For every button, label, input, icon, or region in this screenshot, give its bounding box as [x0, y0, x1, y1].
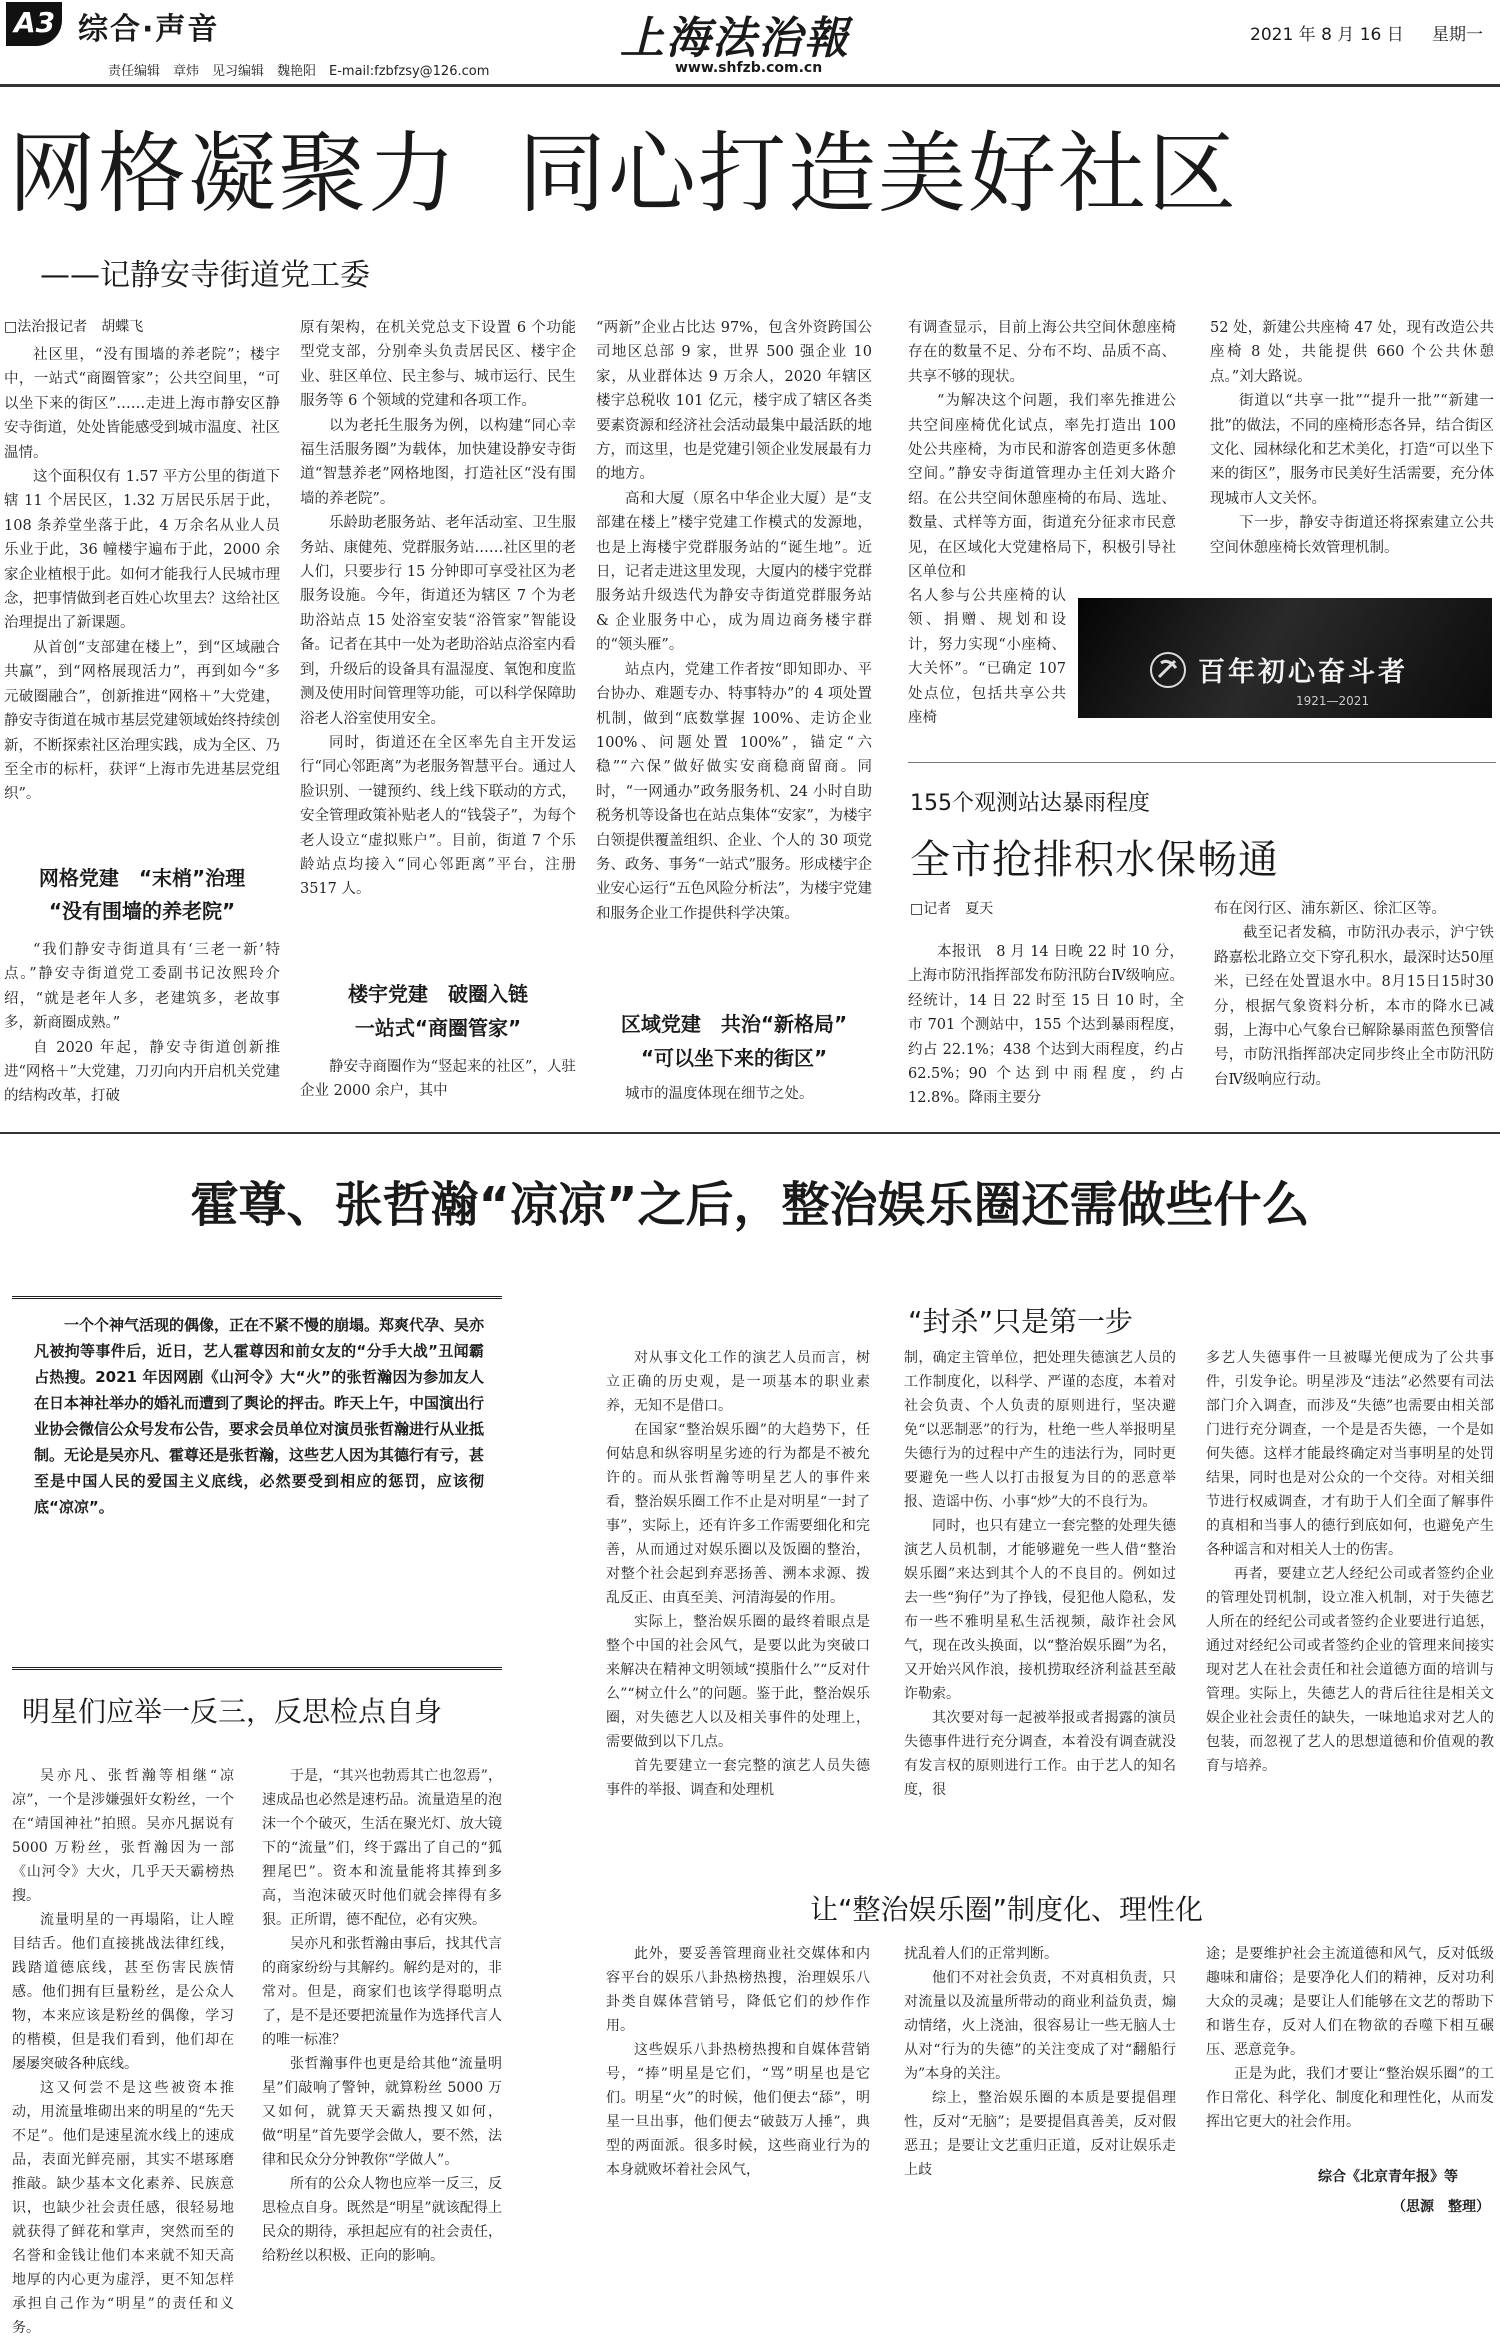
centenary-banner — [1078, 598, 1492, 718]
paragraph: 自 2020 年起，静安寺街道创新推进“网格＋”大党建，刀刃向内开启机关党建的结构改革，打破 — [4, 1039, 280, 1105]
story3-headline: 霍尊、张哲瀚“凉凉”之后，整治娱乐圈还需做些什么 — [190, 1177, 1310, 1233]
story3-column-3 — [606, 1346, 870, 1866]
paragraph: 途；是要维护社会主流道德和风气，反对低级趣味和庸俗；是要净化人们的精神，反对功利大众的灵魂；是要让人们能够在文艺的帮助下和谐生存，反对人们在物欲的吞噬下相互碾压、恶意竞争。 — [1206, 1946, 1494, 2058]
banner-years: 1921—2021 — [1296, 694, 1370, 708]
paragraph: 有调查显示，目前上海公共空间休憩座椅存在的数量不足、分布不均、品质不高、共享不够的现状。 — [908, 320, 1176, 385]
story1-section1-title: 网格党建 “末梢”治理 — [38, 866, 246, 890]
issue-date: 2021 年 8 月 16 日 — [1250, 25, 1404, 45]
story1-column-1b — [4, 938, 280, 1110]
story1-section1-subtitle: “没有围墙的养老院” — [48, 899, 236, 923]
story1-subheadline: ——记静安寺街道党工委 — [40, 258, 370, 293]
paragraph: 正是为此，我们才要让“整治娱乐圈”的工作日常化、科学化、制度化和理性化，从而发挥出它更大的社会作用。 — [1206, 2066, 1494, 2130]
story3-subhead-2: “封杀”只是第一步 — [908, 1305, 1134, 1338]
paragraph: 布在闵行区、浦东新区、徐汇区等。 — [1214, 901, 1446, 917]
paragraph: 这些娱乐八卦热榜热搜和自媒体营销号，“捧”明星是它们，“骂”明星也是它们。明星“火”的时候，他们便去“舔”，明星一旦出事，他们便去“破鼓万人捶”，典型的两面派。很多时候，这些商业行为的本身就败坏着社会风气， — [606, 2042, 870, 2178]
story3-lead: 一个个神气活现的偶像，正在不紧不慢的崩塌。郑爽代孕、吴亦凡被拘等事件后，近日，艺人霍尊因和前女友的“分手大战”丑闻霸占热搜。2021 年因网剧《山河令》大“火”的张哲瀚因为参加友人在日本神社举办的婚礼而遭到了舆论的抨击。昨天上午，中国演出行业协会微信公众号发布公告，要求会员单位对演员张哲瀚进行从业抵制。无论是吴亦凡、霍尊还是张哲瀚，这些艺人因为其德行有亏，甚至是中国人民的爱国主义底线，必然要受到相应的惩罚，应该彻底“凉凉”。 — [34, 1316, 485, 1516]
paragraph: 城市的温度体现在细节之处。 — [625, 1086, 814, 1102]
section-title: 综合·声音 — [78, 12, 220, 47]
editor-line: 责任编辑 章炜 见习编辑 魏艳阳 E-mail:fzbfzsy@126.com — [108, 64, 490, 79]
story3-column-6 — [606, 1942, 870, 2224]
story1-byline: □法治报记者 胡蝶飞 — [4, 319, 144, 335]
story2-top-rule — [908, 762, 1496, 763]
paragraph: 本报讯 8 月 14 日晚 22 时 10 分，上海市防汛指挥部发布防汛防台Ⅳ级响应。经统计，14 日 22 时至 15 日 10 时，全市 701 个测站中，155 个达到暴雨程度，约占 22.1%；438 个达到大雨程度，约占 62.5%；90 个达到中雨程度，约占 12.8%。降雨主要分 — [908, 944, 1184, 1107]
paragraph: 首先要建立一套完整的演艺人员失德事件的举报、调查和处理机 — [606, 1758, 870, 1798]
paragraph: 流量明星的一再塌陷，让人瞠目结舌。他们直接挑战法律红线，践踏道德底线，甚至伤害民族情感。他们拥有巨量粉丝，是公众人物，本来应该是粉丝的偶像，学习的楷模，但是我们看到，他们却在屡屡突破各种底线。 — [12, 1912, 234, 2072]
story1-column-3b — [596, 1082, 872, 1110]
page-number: A3 — [14, 6, 56, 39]
paragraph: 张哲瀚事件也更是给其他“流量明星”们敲响了警钟，就算粉丝 5000 万又如何，就算天天霸热搜又如何，做“明星”首先要学会做人，要不然，法律和民众分分钟教你“学做人”。 — [262, 2056, 502, 2168]
masthead: 上海法治報 — [620, 13, 850, 64]
story3-column-4 — [904, 1346, 1176, 1866]
story2-column-2 — [1214, 897, 1494, 1110]
paragraph: 实际上，整治娱乐圈的最终着眼点是整个中国的社会风气，是要以此为突破口来解决在精神文明领域“摸脂什么”“反对什么”“树立什么”的问题。鉴于此，整治娱乐圈，对失德艺人以及相关事件的处理上，需要做到以下几点。 — [606, 1614, 870, 1750]
story3-column-7 — [904, 1942, 1176, 2224]
banner-title: 百年初心奋斗者 — [1198, 657, 1408, 688]
story3-column-8 — [1206, 1942, 1494, 2154]
paragraph: 吴亦凡和张哲瀚由事后，找其代言的商家纷纷与其解约。解约是对的，非常对。但是，商家们也该学得聪明点了，是不是还要把流量作为选择代言人的唯一标准？ — [262, 1936, 502, 2048]
story1-section2-title: 楼宇党建 破圈入链 — [348, 982, 528, 1006]
paragraph: 以为老托生服务为例，以构建“同心幸福生活服务圈”为载体，加快建设静安寺街道“智慧养老”网格地图，打造社区“没有围墙的养老院”。 — [300, 417, 576, 507]
story1-column-2 — [300, 316, 576, 966]
paragraph: 站点内，党建工作者按“即知即办、平台协办、难题专办、特事特办”的 4 项处置机制，做到“底数掌握 100%、走访企业 100%、问题处置 100%”，锚定“六稳”“六保”做好做实安商稳商留商。同时，“一网通办”政务服务机、24 小时自助税务机等设备也在站点集体“安家”，为楼宇白领提供覆盖组织、企业、个人的 30 项党务、政务、事务“一站式”服务。形成楼宇企业安心运行“五色风险分析法”，为楼宇党建和服务企业工作提供科学决策。 — [596, 661, 872, 922]
issue-weekday: 星期一 — [1432, 25, 1483, 45]
story2-headline: 全市抢排积水保畅通 — [910, 837, 1279, 883]
story1-section2-subtitle: 一站式“商圈管家” — [354, 1016, 522, 1040]
paragraph: 同时，也只有建立一套完整的处理失德演艺人员机制，才能够避免一些人借“整治娱乐圈”来达到其个人的不良目的。例如过去一些“狗仔”为了挣钱，侵犯他人隐私，发布一些不雅明星私生活视频，敲诈社会风气，现在改头换面，以“整治娱乐圈”为名，又开始兴风作浪，接机捞取经济利益甚至敲诈勒索。 — [904, 1518, 1176, 1702]
paragraph: “为解决这个问题，我们率先推进公共空间座椅优化试点，率先打造出 100 处公共座椅，为市民和游客创造更多休憩空间。”静安寺街道管理办主任刘大路介绍。在公共空间休憩座椅的布局、选址、数量、式样等方面，街道充分征求市民意见，在区域化大党建格局下，积极引导社区单位和 — [908, 393, 1176, 581]
story1-column-4-wrap — [908, 584, 1066, 734]
story1-headline: 网格凝聚力 同心打造美好社区 — [8, 122, 1238, 225]
paragraph: 从首创“支部建在楼上”，到“区域融合共赢”，到“网格展现活力”，再到如今“多元破圈融合”，创新推进“网格＋”大党建，静安寺街道在城市基层党建领域始终持续创新，不断探索社区治理实践，成为全区、乃至全市的标杆，获评“上海市先进基层党组织”。 — [4, 639, 280, 803]
website: www.shfzb.com.cn — [675, 60, 823, 76]
story1-column-4 — [908, 316, 1176, 586]
story1-column-1 — [4, 343, 280, 854]
paragraph: 吴亦凡、张哲瀚等相继“凉凉”，一个是涉嫌强奸女粉丝，一个在“靖国神社”拍照。吴亦凡据说有 5000 万粉丝，张哲瀚因为一部《山河令》大火，几乎天天霸榜热搜。 — [12, 1768, 234, 1904]
paragraph: 制，确定主管单位，把处理失德演艺人员的工作制度化，以科学、严谨的态度，本着对社会负责、个人负责的原则进行，坚决避免“以恶制恶”的行为，杜绝一些人举报明星失德行为的过程中产生的违法行为，同时更要避免一些人以打击报复为目的的恶意举报、造谣中伤、小事“炒”大的不良行为。 — [904, 1350, 1176, 1510]
paragraph: 社区里，“没有围墙的养老院”；楼宇中，一站式“商圈管家”；公共空间里，“可以坐下来的街区”……走进上海市静安区静安寺街道，处处皆能感受到城市温度、社区温情。 — [4, 347, 280, 461]
paragraph: 同时，街道还在全区率先自主开发运行“同心邻距离”为老服务智慧平台。通过人脸识别、一键预约、线上线下联动的方式，安全管理政策补贴老人的“钱袋子”，为每个老人设立“虚拟账户”。目前，街道 7 个乐龄站点均接入“同心邻距离”平台，注册 3517 人。 — [300, 734, 576, 898]
story1-column-5 — [1210, 316, 1494, 586]
paragraph: “两新”企业占比达 97%，包含外资跨国公司地区总部 9 家，世界 500 强企业 10 家，从业群体达 9 万余人，2020 年辖区楼宇总税收 101 亿元，楼宇成了辖区各类要素资源和经济社会活动最集中最活跃的地方，而这里，也是党建引领企业发展最有力的地方。 — [596, 320, 872, 483]
paragraph: 截至记者发稿，市防汛办表示，沪宁铁路嘉松北路立交下穿孔积水，最深时达50厘米，已经在处置退水中。8月15日15时30分，根据气象资料分析，本市的降水已减弱，上海中心气象台已解除暴雨蓝色预警信号，市防汛指挥部决定同步终止全市防汛防台Ⅳ级响应行动。 — [1214, 925, 1494, 1088]
story2-kicker: 155个观测站达暴雨程度 — [910, 791, 1150, 816]
story2-column-1 — [908, 940, 1184, 1110]
paragraph: 原有架构，在机关党总支下设置 6 个功能型党支部，分别牵头负责居民区、楼宇企业、驻区单位、民主参与、城市运行、民生服务等 6 个领域的党建和各项工作。 — [300, 320, 576, 410]
paragraph: 街道以“共享一批”“提升一批”“新建一批”的做法，不同的座椅形态各异，结合街区文化、园林绿化和艺术美化，打造“可以坐下来的街区”，服务市民美好生活需要，充分体现城市人文关怀。 — [1210, 393, 1494, 507]
story3-column-2 — [262, 1764, 502, 2264]
story3-subhead-1: 明星们应举一反三，反思检点自身 — [22, 1695, 443, 1728]
paragraph: 对从事文化工作的演艺人员而言，树立正确的历史观，是一项基本的职业素养，无知不是借口。 — [606, 1350, 870, 1414]
story3-subhead-3: 让“整治娱乐圈”制度化、理性化 — [810, 1893, 1204, 1926]
paragraph: 此外，要妥善管理商业社交媒体和内容平台的娱乐八卦热榜热搜，治理娱乐八卦类自媒体营销号，降低它们的炒作作用。 — [606, 1946, 870, 2034]
story3-compiler: （思源 整理） — [1392, 2199, 1490, 2215]
story2-byline: □记者 夏天 — [910, 901, 994, 917]
paragraph: “我们静安寺街道具有‘三老一新’特点。”静安寺街道党工委副书记汝熙玲介绍，“就是老年人多，老建筑多，老故事多，新商圈成熟。” — [4, 942, 280, 1032]
paragraph: 多艺人失德事件一旦被曝光便成为了公共事件，引发争论。明星涉及“违法”必然要有司法部门介入调查，而涉及“失德”也需要由相关部门进行充分调查，一个是是否失德，一个是如何失德。这样才能最终确定对当事明星的处罚结果，同时也是对公众的一个交待。对相关细节进行权威调查，才有助于人们全面了解事件的真相和当事人的德行到底如何，也避免产生各种谣言和对相关人士的伤害。 — [1206, 1350, 1494, 1558]
story1-section3-subtitle: “可以坐下来的街区” — [640, 1046, 828, 1070]
party-emblem-icon — [1148, 650, 1188, 690]
story1-column-2b — [300, 1055, 576, 1110]
paragraph: 于是，“其兴也勃焉其亡也忽焉”，速成品也必然是速朽品。流量造星的泡沫一个个破灭，生活在聚光灯、放大镜下的“流量”们，终于露出了自己的“狐狸尾巴”。资本和流量能将其捧到多高，当泡沫破灭时他们就会摔得有多狠。正所谓，德不配位，必有灾殃。 — [262, 1768, 502, 1928]
paragraph: 在国家“整治娱乐圈”的大趋势下，任何姑息和纵容明星劣迹的行为都是不被允许的。而从张哲瀚等明星艺人的事件来看，整治娱乐圈工作不止是对明星“一封了事”，实际上，还有许多工作需要细化和完善，从而通过对娱乐圈以及饭圈的整治，对整个社会起到弃恶扬善、溯本求源、拨乱反正、由真至美、河清海晏的作用。 — [606, 1422, 870, 1606]
story3-column-5 — [1206, 1346, 1494, 1866]
paragraph: 综上，整治娱乐圈的本质是要提倡理性，反对“无脑”；是要提倡真善美，反对假恶丑；是要让文艺重归正道，反对让娱乐走上歧 — [904, 2090, 1176, 2178]
paragraph: 其次要对每一起被举报或者揭露的演员失德事件进行充分调查，本着没有调查就没有发言权的原则进行工作。由于艺人的知名度，很 — [904, 1710, 1176, 1798]
story1-column-3 — [596, 316, 872, 996]
paragraph: 乐龄助老服务站、老年活动室、卫生服务站、康健苑、党群服务站……社区里的老人们，只要步行 15 分钟即可享受社区为老服务设施。今年，街道还为辖区 7 个为老助浴站点 15 处浴室安装“浴管家”智能设备。记者在其中一处为老助浴站点浴室内看到，升级后的设备具有温湿度、氧饱和度监测及使用时间管理等功能，可以科学保障助浴老人浴室使用安全。 — [300, 515, 576, 727]
page-divider — [0, 1132, 1500, 1134]
paragraph: 扰乱着人们的正常判断。 — [904, 1946, 1058, 1962]
story3-source: 综合《北京青年报》等 — [1318, 2169, 1458, 2185]
paragraph: 这又何尝不是这些被资本推动，用流量堆砌出来的明星的“先天不足”。他们是速星流水线上的速成品，表面光鲜亮丽，其实不堪琢磨推敲。缺少基本文化素养、民族意识，也缺少社会责任感，很轻易地就获得了鲜花和掌声，突然而至的名誉和金钱让他们本来就不知天高地厚的内心更为虚浮，更不知怎样承担自己作为“明星”的责任和义务。 — [12, 2080, 234, 2336]
paragraph: 名人参与公共座椅的认领、捐赠、规划和设计，努力实现“小座椅、大关怀”。“已确定 107 处点位，包括共享公共座椅 — [908, 588, 1066, 727]
paragraph: 再者，要建立艺人经纪公司或者签约企业的管理处罚机制，设立准入机制，对于失德艺人所在的经纪公司或者签约企业要进行追惩，通过对经纪公司或者签约企业的管理来间接实现对艺人在社会责任和社会道德方面的培训与管理。实际上，失德艺人的背后往往是相关文娱企业社会责任的缺失，一味地追求对艺人的包装，而忽视了艺人的思想道德和价值观的教育与培养。 — [1206, 1566, 1494, 1774]
paragraph: 下一步，静安寺街道还将探索建立公共空间休憩座椅长效管理机制。 — [1210, 515, 1494, 556]
paragraph: 高和大厦（原名中华企业大厦）是“支部建在楼上”楼宇党建工作模式的发源地，也是上海楼宇党群服务站的“诞生地”。近日，记者走进这里发现，大厦内的楼宇党群服务站升级迭代为静安寺街道党群服务站 & 企业服务中心，成为周边商务楼宇群的“领头雁”。 — [596, 490, 872, 654]
paragraph: 这个面积仅有 1.57 平方公里的街道下辖 11 个居民区，1.32 万居民乐居于此，108 条养堂坐落于此，4 万余名从业人员乐业于此，36 幢楼宇遍布于此，2000 余家企业植根于此。如何才能我行人民城市理念，把事情做到老百姓心坎里去？这给社区治理提出了新课题。 — [4, 469, 280, 632]
story3-column-1 — [12, 1764, 234, 2336]
paragraph: 所有的公众人物也应举一反三，反思检点自身。既然是“明星”就该配得上民众的期待，承担起应有的社会责任，给粉丝以积极、正向的影响。 — [262, 2176, 502, 2264]
header-rule — [0, 84, 1500, 87]
paragraph: 52 处，新建公共座椅 47 处，现有改造公共座椅 8 处，共能提供 660 个公共休憩点。”刘大路说。 — [1210, 320, 1494, 385]
story1-section3-title: 区域党建 共治“新格局” — [620, 1012, 848, 1036]
paragraph: 他们不对社会负责，不对真相负责，只对流量以及流量所带动的商业利益负责，煽动情绪，火上浇油，很容易让一些无脑人士从对“行为的失德”的关注变成了对“翻船行为”本身的关注。 — [904, 1970, 1176, 2082]
paragraph: 静安寺商圈作为“竖起来的社区”，人驻企业 2000 余户，其中 — [300, 1059, 576, 1100]
